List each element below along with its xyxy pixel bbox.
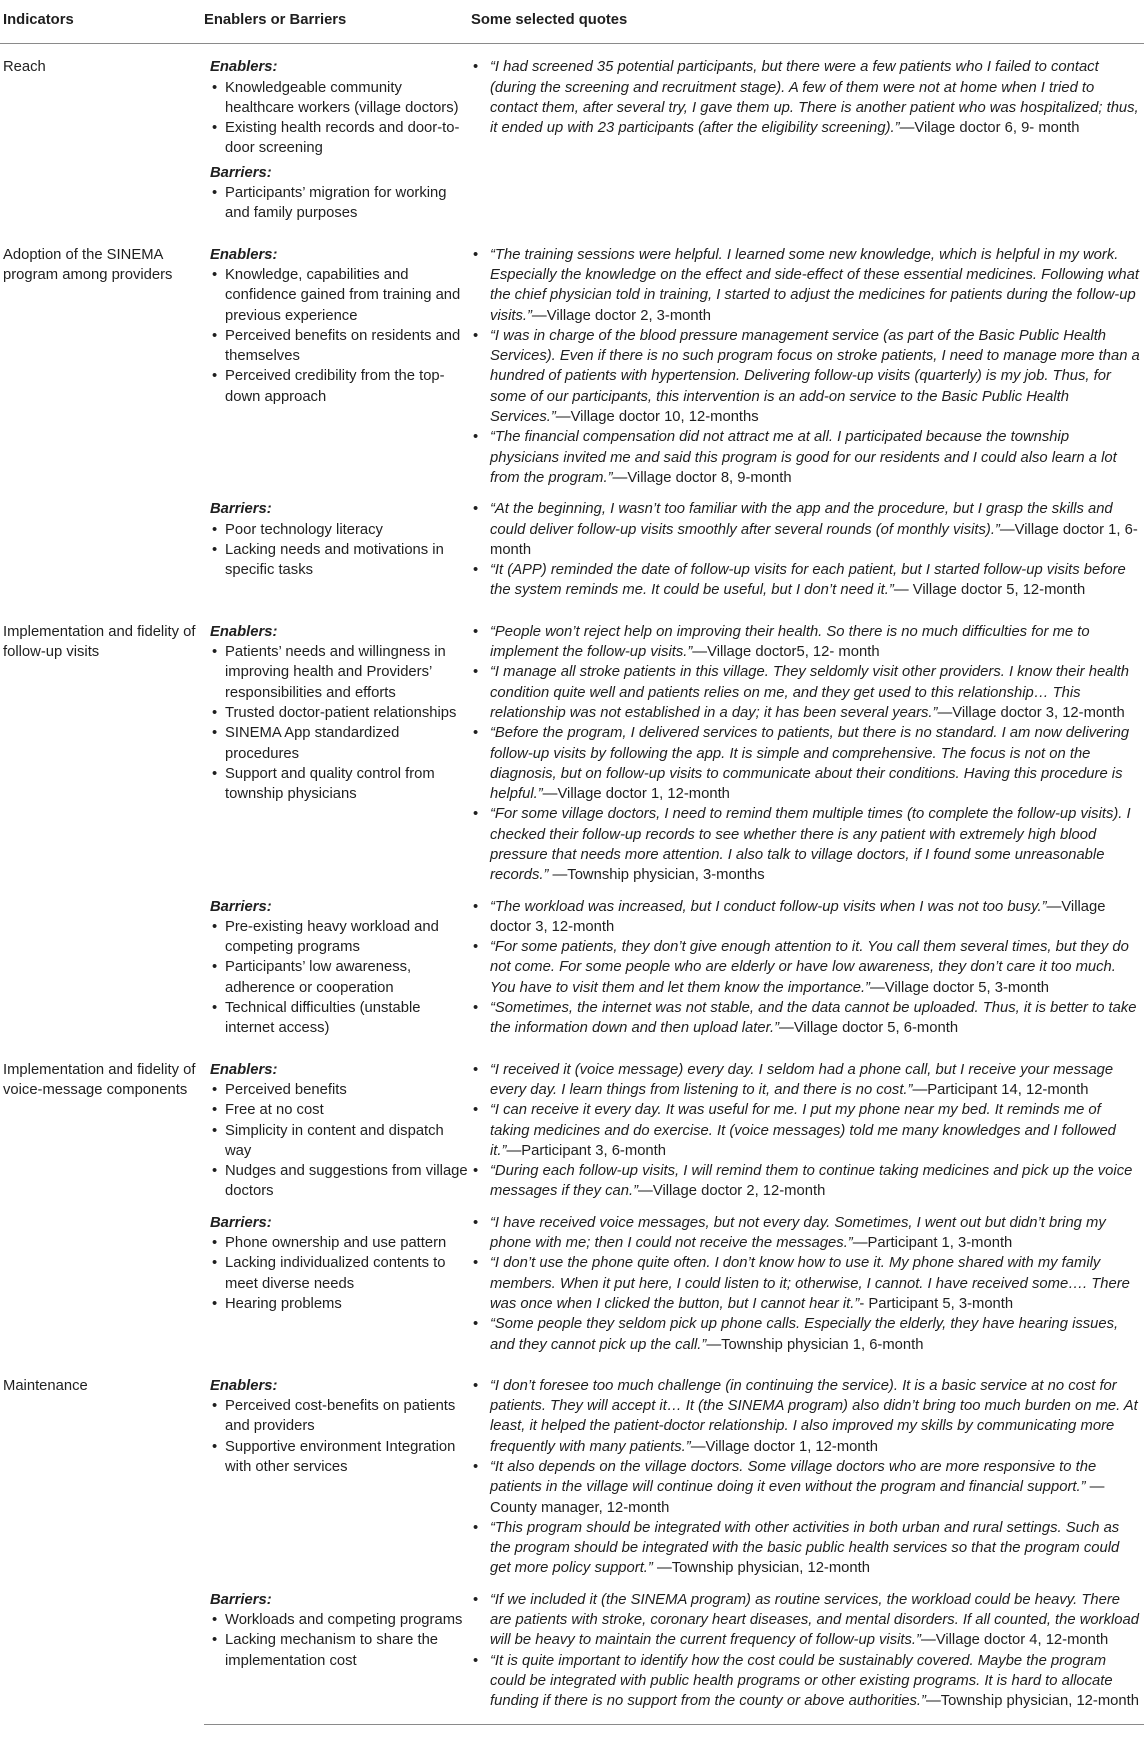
quote-text: “I manage all stroke patients in this village. They seldomly visit other providers. I know their health condition quite well and patients relies on me, and they get used to this relationship… This relationship was not established in a day; it has been several years.”	[490, 664, 1130, 721]
enablers-list	[204, 1080, 470, 1202]
enablers-cell	[204, 44, 470, 159]
barriers-cell	[204, 1202, 470, 1363]
quote-source: —Township physician 1, 6-month	[706, 1336, 924, 1353]
quotes-list	[470, 57, 1144, 138]
quote-item	[470, 1213, 1144, 1254]
barrier-item: • Participants’ migration for working and family purposes	[204, 183, 470, 224]
enabler-item: • Supportive environment Integration with other services	[204, 1437, 470, 1478]
quote-text: “It also depends on the village doctors. Some village doctors who are more responsive to the patients in the village will continue doing it even without the program and financial support.”	[490, 1459, 1097, 1496]
quote-source: —Village doctor 4, 12-month	[920, 1632, 1109, 1649]
enablers-list	[204, 1396, 470, 1477]
quote-source: —Township physician, 3-months	[548, 867, 765, 884]
quotes-list	[470, 897, 1144, 1039]
enabler-item: • Knowledgeable community healthcare workers (village doctors)	[204, 78, 470, 119]
quote-text: “Before the program, I delivered services to patients, but there is no standard. I am now delivering follow-up visits by following the app. It is simple and comprehensive. The focus is not on the diagnosis, but on follow-up visits to communicate about their conditions. Having this procedure is helpful.”	[490, 725, 1130, 803]
quote-source: —Village doctor 2, 12-month	[638, 1183, 826, 1200]
quote-source: —Participant 3, 6-month	[506, 1142, 666, 1159]
quotes-cell	[470, 886, 1144, 1047]
enabler-item: • Knowledge, capabilities and confidence gained from training and previous experience	[204, 265, 470, 326]
barrier-item: • Phone ownership and use pattern	[204, 1233, 470, 1253]
quote-source: —Village doctor 3, 12-month	[490, 898, 1106, 935]
quotes-list	[470, 622, 1144, 886]
table-row	[0, 44, 1144, 159]
quote-text: “The workload was increased, but I conduct follow-up visits when I was not too busy.”	[490, 898, 1047, 915]
enabler-item: • Perceived benefits	[204, 1080, 470, 1100]
quote-item	[470, 723, 1144, 804]
barriers-heading: Barriers:	[210, 898, 272, 915]
quotes-cell	[470, 159, 1144, 232]
quotes-cell	[470, 609, 1144, 886]
enabler-item: • Perceived credibility from the top-down approach	[204, 366, 470, 407]
quote-source: —Village doctor 2, 3-month	[531, 307, 711, 324]
quote-text: “During each follow-up visits, I will remind them to continue taking medicines and pick up the voice messages if they can.”	[490, 1163, 1133, 1200]
quote-item	[470, 1590, 1144, 1651]
quote-item	[470, 1457, 1144, 1518]
enablers-heading: Enablers:	[210, 1377, 278, 1394]
indicator-label: Maintenance	[3, 1377, 88, 1394]
enabler-item: • Trusted doctor-patient relationships	[204, 703, 470, 723]
quotes-cell	[470, 44, 1144, 159]
barriers-heading: Barriers:	[210, 164, 272, 181]
quote-text: “Sometimes, the internet was not stable, and the data cannot be uploaded. Thus, it is better to take the information down and then upload later.”	[490, 1000, 1137, 1037]
barriers-cell	[204, 159, 470, 232]
enablers-list	[204, 642, 470, 804]
quote-text: “For some patients, they don’t give enough attention to it. You call them several times, but they do not come. For some people who are elderly or have low awareness, they don’t care it too much. You have to visit them and let them know the importance.”	[490, 939, 1129, 996]
enabler-item: • Support and quality control from township physicians	[204, 764, 470, 805]
quote-text: “I had screened 35 potential participants, but there were a few patients who I failed to contact (during the screening and recruitment stage). A few of them were not at home when I tried to contact them, after several try, I gave them up. There is another patient who was hospitalized; thus, it ended up with 23 participants (after the eligibility screening).”	[490, 59, 1139, 137]
enabler-item: • Free at no cost	[204, 1100, 470, 1120]
quote-source: —Village doctor 5, 3-month	[870, 979, 1050, 996]
quote-item	[470, 1060, 1144, 1101]
barrier-item: • Workloads and competing programs	[204, 1610, 470, 1630]
quotes-cell	[470, 1202, 1144, 1363]
quote-text: “Some people they seldom pick up phone calls. Especially the elderly, they have hearing issues, and they cannot pick up the call.”	[490, 1316, 1119, 1353]
quote-text: “At the beginning, I wasn’t too familiar with the app and the procedure, but I grasp the skills and could deliver follow-up visits smoothly after several rounds (of monthly visits).”	[490, 501, 1113, 538]
enablers-heading: Enablers:	[210, 59, 278, 76]
quotes-list	[470, 245, 1144, 489]
enablers-cell	[204, 609, 470, 886]
barriers-cell	[204, 886, 470, 1047]
barriers-list	[204, 1610, 470, 1671]
barrier-item: • Pre-existing heavy workload and competing programs	[204, 917, 470, 958]
enabler-item: • Existing health records and door-to-door screening	[204, 118, 470, 159]
quote-item	[470, 1518, 1144, 1579]
quote-item	[470, 499, 1144, 560]
indicator-label: Implementation and fidelity of voice-message components	[3, 1061, 196, 1098]
barrier-item: • Lacking needs and motivations in specific tasks	[204, 540, 470, 581]
enabler-item: • Perceived benefits on residents and themselves	[204, 326, 470, 367]
quote-source: —Village doctor 1, 12-month	[542, 786, 730, 803]
quote-source: — Village doctor 5, 12-month	[893, 582, 1086, 599]
quotes-list	[470, 1213, 1144, 1355]
barriers-list	[204, 1233, 470, 1314]
quotes-cell	[470, 488, 1144, 608]
quote-source: —Village doctor 1, 6-month	[490, 521, 1138, 558]
quote-source: —County manager, 12-month	[490, 1479, 1105, 1516]
quote-item	[470, 1314, 1144, 1355]
enablers-cell	[204, 232, 470, 489]
barriers-heading: Barriers:	[210, 501, 272, 518]
quote-item	[470, 804, 1144, 885]
barrier-item: • Hearing problems	[204, 1294, 470, 1314]
quote-text: “If we included it (the SINEMA program) as routine services, the workload could be heavy. There are patients with stroke, coronary heart diseases, and mental disorders. If all counted, the workload will be heavy to maintain the current frequency of follow-up visits.”	[490, 1591, 1139, 1649]
quote-text: “I received it (voice message) every day. I seldom had a phone call, but I receive your message every day. I learn things from listening to it, and there is no cost.”	[490, 1061, 1114, 1098]
quote-item	[470, 1100, 1144, 1161]
quote-text: “For some village doctors, I need to remind them multiple times (to complete the follow-up visits). I checked their follow-up records to see whether there is any patient with extremely high blood pressure that needs more attention. I also talk to village doctors, if I found some unreasonable records.”	[490, 806, 1131, 884]
barriers-list	[204, 917, 470, 1039]
indicator-label: Reach	[3, 59, 46, 76]
enabler-item: • Patients’ needs and willingness in improving health and Providers’ responsibilities and efforts	[204, 642, 470, 703]
table-header	[0, 0, 1144, 44]
quote-item	[470, 662, 1144, 723]
header-enablers-barriers: Enablers or Barriers	[204, 0, 470, 44]
quote-item	[470, 897, 1144, 938]
enabler-item: • Perceived cost-benefits on patients and providers	[204, 1396, 470, 1437]
quotes-cell	[470, 1579, 1144, 1724]
quote-source: —Township physician, 12-month	[925, 1693, 1139, 1710]
barriers-heading: Barriers:	[210, 1591, 272, 1608]
indicator-cell	[0, 609, 204, 1047]
quote-source: —Participant 1, 3-month	[852, 1235, 1013, 1252]
barriers-cell	[204, 488, 470, 608]
enablers-heading: Enablers:	[210, 1061, 278, 1078]
quote-source: —Township physician, 12-month	[652, 1560, 870, 1577]
barriers-list	[204, 183, 470, 224]
quote-text: “I have received voice messages, but not every day. Sometimes, I went out but didn’t bring my phone with me; then I could not receive the messages.”	[490, 1214, 1106, 1252]
barrier-item: • Technical difficulties (unstable internet access)	[204, 998, 470, 1039]
quote-source: —Village doctor5, 12- month	[692, 644, 880, 661]
quote-item	[470, 1376, 1144, 1457]
table-row	[0, 232, 1144, 489]
table-row	[0, 1047, 1144, 1202]
barrier-item: • Lacking mechanism to share the implementation cost	[204, 1630, 470, 1671]
quote-item	[470, 1253, 1144, 1314]
table-row	[0, 1363, 1144, 1579]
table-row	[0, 609, 1144, 886]
quote-text: “This program should be integrated with other activities in both urban and rural settings. Such as the program should be integrated with the basic public health services so that the program could get more policy support.”	[490, 1519, 1120, 1577]
indicator-cell	[0, 1047, 204, 1363]
quote-item	[470, 560, 1144, 601]
quotes-list	[470, 1590, 1144, 1712]
indicator-cell	[0, 1363, 204, 1724]
header-quotes: Some selected quotes	[470, 0, 1144, 44]
enablers-list	[204, 265, 470, 407]
quote-text: “I was in charge of the blood pressure management service (as part of the Basic Public Health Services). Even if there is no such program focus on stroke patients, I need to manage more than a hundred of patients with hypertension. Delivering follow-up visits (quarterly) is my job. Thus, for some of our participants, this intervention is an add-on service to the Basic Public Health Services.”	[490, 327, 1140, 426]
enablers-list	[204, 78, 470, 159]
quotes-cell	[470, 1047, 1144, 1202]
quote-source: —Village doctor 5, 6-month	[779, 1020, 959, 1037]
quote-item	[470, 57, 1144, 138]
barriers-cell	[204, 1579, 470, 1724]
enablers-cell	[204, 1047, 470, 1202]
quote-item	[470, 427, 1144, 488]
quote-source: —Village doctor 3, 12-month	[937, 704, 1125, 721]
quote-item	[470, 622, 1144, 663]
quote-source: —Vilage doctor 6, 9- month	[899, 120, 1080, 137]
quote-text: “People won’t reject help on improving their health. So there is no much difficulties for me to implement the follow-up visits.”	[490, 623, 1090, 661]
barrier-item: • Lacking individualized contents to meet diverse needs	[204, 1253, 470, 1294]
enabler-item: • Nudges and suggestions from village doctors	[204, 1161, 470, 1202]
indicator-cell	[0, 44, 204, 232]
quote-source: —Participant 14, 12-month	[912, 1081, 1089, 1098]
barriers-heading: Barriers:	[210, 1214, 272, 1231]
quotes-cell	[470, 232, 1144, 489]
enabler-item: • SINEMA App standardized procedures	[204, 723, 470, 764]
quote-text: “I don’t foresee too much challenge (in continuing the service). It is a basic service at no cost for patients. They will accept it… It (the SINEMA program) also didn’t bring too much burden on me. At least, it helped the patient-doctor relationship. I also improved my skills by communicating more frequently with many patients.”	[490, 1377, 1138, 1455]
quote-text: “The training sessions were helpful. I learned some new knowledge, which is helpful in my work. Especially the knowledge on the effect and side-effect of these essential medicines. Following what the chief physician told in training, I started to adjust the medicines for patients during the follow-up visits.”	[490, 246, 1139, 324]
quote-source: —Village doctor 10, 12-months	[555, 409, 759, 426]
enablers-heading: Enablers:	[210, 623, 278, 640]
quote-source: - Participant 5, 3-month	[859, 1295, 1014, 1312]
quote-item	[470, 1161, 1144, 1202]
barrier-item: • Participants’ low awareness, adherence or cooperation	[204, 957, 470, 998]
table-body	[0, 44, 1144, 1724]
indicator-label: Implementation and fidelity of follow-up visits	[3, 623, 196, 661]
header-row	[0, 0, 1144, 44]
quotes-list	[470, 1376, 1144, 1579]
barriers-list	[204, 520, 470, 581]
quote-text: “I don’t use the phone quite often. I don’t know how to use it. My phone shared with my family members. When it put here, I could listen to it; otherwise, I cannot. I have received some…. There was once when I clicked the button, but I cannot hear it.”	[490, 1255, 1130, 1312]
header-indicators: Indicators	[0, 0, 204, 44]
quote-source: —Village doctor 1, 12-month	[690, 1438, 878, 1455]
quote-text: “It (APP) reminded the date of follow-up visits for each patient, but I started follow-up visits before the system reminds me. It could be useful, but I don’t need it.”	[490, 562, 1126, 599]
enablers-cell	[204, 1363, 470, 1579]
quotes-list	[470, 1060, 1144, 1202]
enabler-item: • Simplicity in content and dispatch way	[204, 1121, 470, 1162]
barrier-item: • Poor technology literacy	[204, 520, 470, 540]
quote-text: “I can receive it every day. It was useful for me. I put my phone near my bed. It reminds me of taking medicines and do exercise. It (voice messages) told me many knowledges and I followed it.”	[490, 1102, 1116, 1159]
indicator-cell	[0, 232, 204, 609]
enablers-heading: Enablers:	[210, 246, 278, 263]
quote-item	[470, 326, 1144, 427]
indicator-label: Adoption of the SINEMA program among providers	[3, 246, 173, 283]
quote-source: —Village doctor 8, 9-month	[612, 469, 792, 486]
quote-text: “The financial compensation did not attract me at all. I participated because the township physicians invited me and said this program is good for our residents and I could also learn a lot from the program.”	[490, 429, 1117, 486]
quotes-cell	[470, 1363, 1144, 1579]
quote-item	[470, 998, 1144, 1039]
quote-item	[470, 937, 1144, 998]
quote-item	[470, 245, 1144, 326]
quotes-list	[470, 499, 1144, 600]
quote-text: “It is quite important to identify how the cost could be sustainably covered. Maybe the program could be integrated with public health programs or other existing programs. It is hard to allocate funding if there is no support from the county or above authorities.”	[490, 1652, 1113, 1710]
quote-item	[470, 1651, 1144, 1712]
